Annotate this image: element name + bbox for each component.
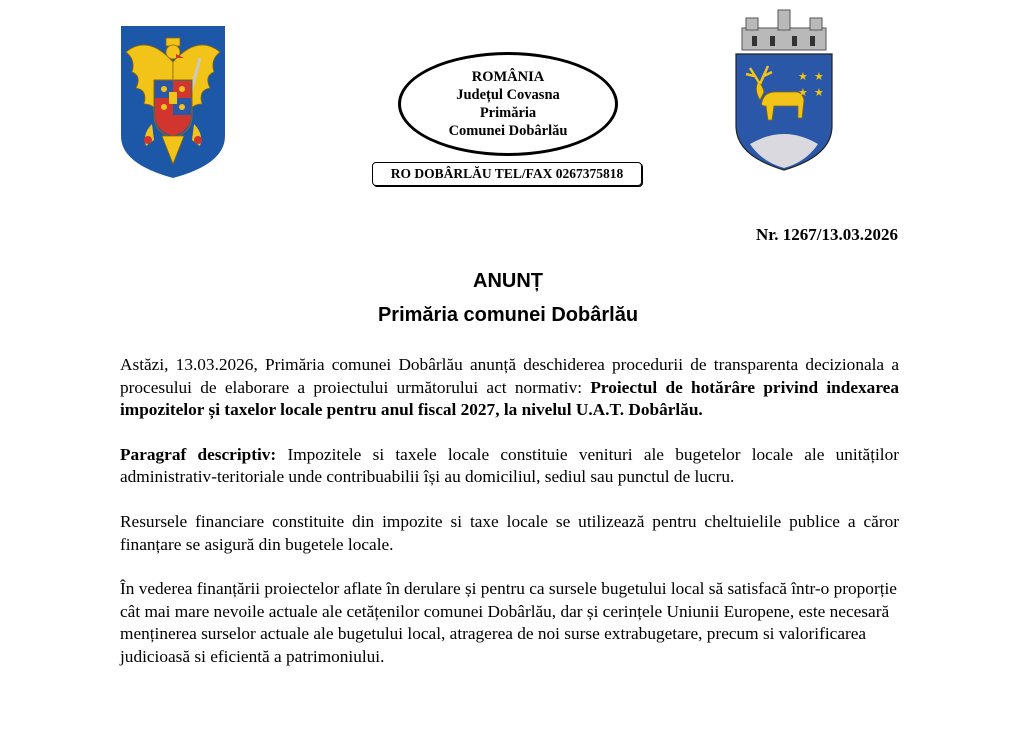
document-body: [120, 354, 899, 691]
stamp-line-country: ROMÂNIA: [471, 69, 545, 85]
paragraph-financing: [120, 578, 899, 668]
contact-phone-box: [372, 162, 642, 186]
resources-text: Resursele financiare constituite din impozite si taxe locale se utilizează pentru cheltuielile publice a căror finanțare se asigură din bugetele locale.: [120, 511, 899, 554]
document-subtitle: Primăria comunei Dobârlău: [377, 304, 639, 326]
document-number: Nr. 1267/13.03.2026: [756, 225, 898, 244]
svg-text:★: ★: [798, 86, 808, 99]
svg-text:★: ★: [814, 70, 824, 83]
svg-text:★: ★: [798, 70, 808, 83]
announcement-text: Astăzi, 13.03.2026, Primăria comunei Dobârlău anunță deschiderea procedurii de transparenta decizionala a procesului de elaborare a proiectului următorului act normativ:: [120, 355, 899, 397]
paragraph-description: [120, 444, 899, 489]
svg-text:★: ★: [814, 86, 824, 99]
official-stamp-oval: [398, 52, 618, 156]
stamp-line-commune: Comunei Dobârlău: [448, 123, 568, 139]
description-label: Paragraf descriptiv:: [120, 444, 277, 464]
dobarlau-coat-of-arms-icon: [732, 6, 836, 172]
financing-text: În vederea finanțării proiectelor aflate în derulare și pentru ca sursele bugetului local să satisfacă într-o proporție cât mai mare nevoile actuale ale cetățenilor comunei Dobârlău, dar și cerințele Uniunii Europene, este necesară menținerea surselor actuale ale bugetului local, atragerea de noi surse extrabugetare, precum si valorificarea judicioasă si eficientă a patrimoniului.: [120, 579, 897, 666]
contact-phone-text: RO DOBÂRLĂU TEL/FAX 0267375818: [390, 166, 624, 181]
romania-coat-of-arms-icon: [118, 24, 228, 180]
paragraph-resources: [120, 511, 899, 556]
description-text: Impozitele si taxele locale constituie venituri ale bugetelor locale ale unităților administrativ-teritoriale unde contribuabilii își au domiciliul, sediul sau punctul de lucru.: [120, 444, 900, 487]
project-title-bold: Proiectul de hotărâre privind indexarea impozitelor și taxelor locale pentru anul fiscal 2027, la nivelul U.A.T. Dobârlău.: [120, 377, 899, 420]
stamp-line-county: Județul Covasna: [456, 87, 560, 103]
paragraph-announcement: [120, 354, 899, 422]
stamp-line-institution: Primăria: [479, 105, 537, 121]
document-title: ANUNȚ: [473, 270, 543, 292]
